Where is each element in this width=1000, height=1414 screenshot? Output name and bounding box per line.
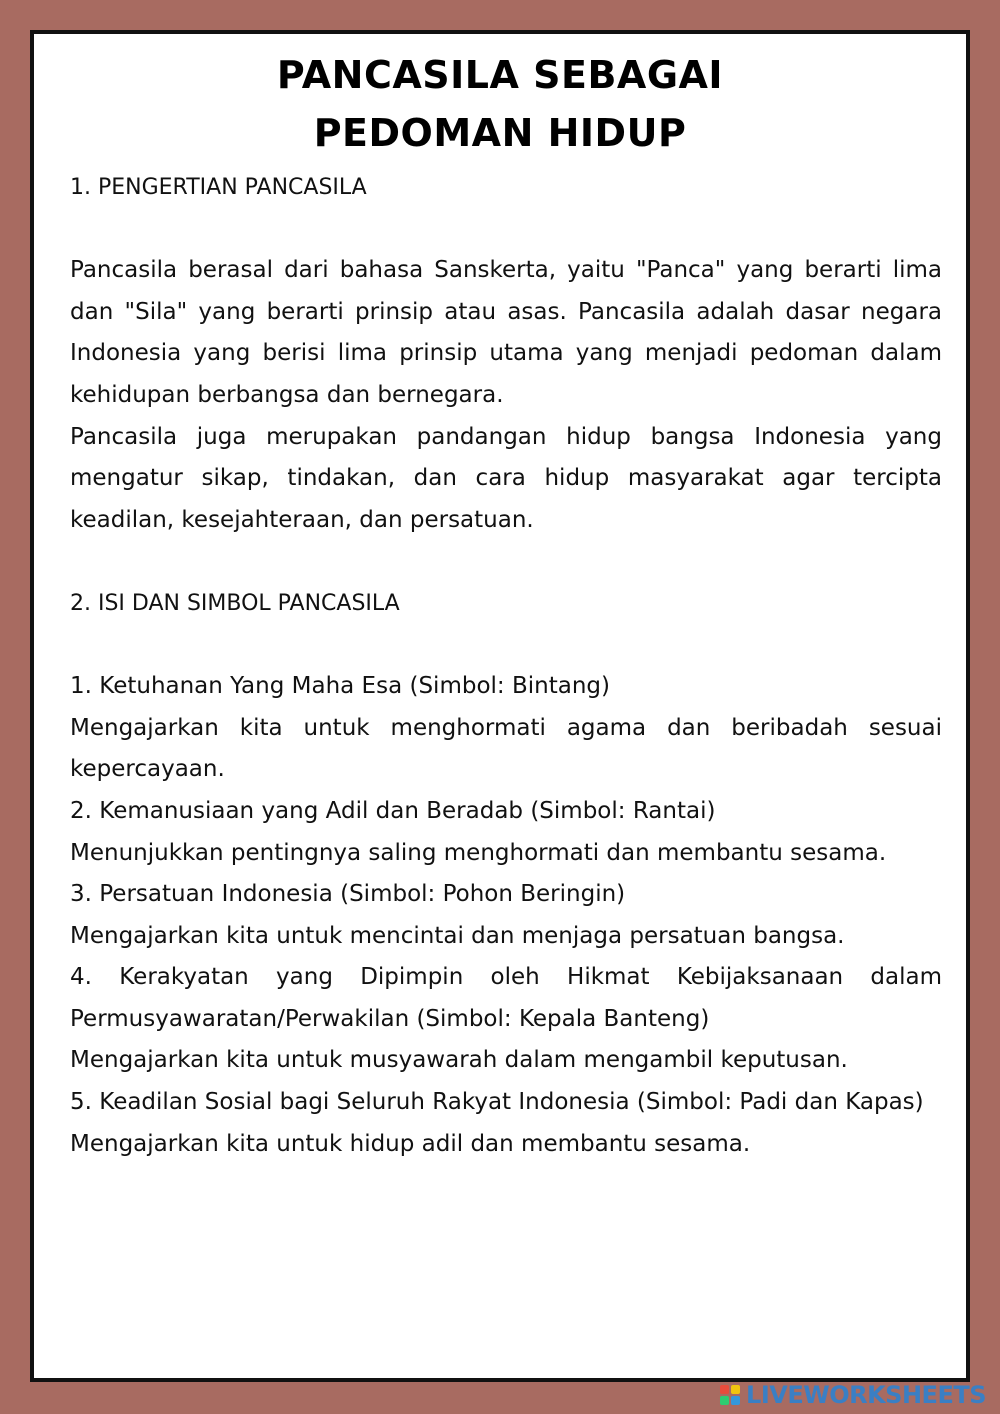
section-1-heading: 1. PENGERTIAN PANCASILA [70,175,367,200]
section-2-heading: 2. ISI DAN SIMBOL PANCASILA [70,590,400,616]
spacer [70,625,942,667]
sila-4-title: 4. Kerakyatan yang Dipimpin oleh Hikmat Kebijaksanaan dalam Permusyawaratan/Perwakilan (Simbol: Kepala Banteng) [70,964,942,1032]
sila-3-description: Mengajarkan kita untuk mencintai dan menjaga persatuan bangsa. [70,922,845,949]
liveworksheets-watermark [720,1380,986,1410]
sila-5-description: Mengajarkan kita untuk hidup adil dan membantu sesama. [70,1130,751,1157]
spacer [70,541,942,583]
sila-3-title: 3. Persatuan Indonesia (Simbol: Pohon Beringin) [70,881,626,908]
section-1-paragraph-2: Pancasila juga merupakan pandangan hidup bangsa Indonesia yang mengatur sikap, tindakan, dan cara hidup masyarakat agar tercipta keadilan, kesejahteraan, dan persatuan. [70,423,942,533]
liveworksheets-logo-icon [720,1385,740,1405]
sila-2-title: 2. Kemanusiaan yang Adil dan Beradab (Simbol: Rantai) [70,797,716,824]
worksheet-content [70,167,942,1165]
logo-square-blue [731,1396,740,1405]
sila-4-description: Mengajarkan kita untuk musyawarah dalam mengambil keputusan. [70,1047,848,1074]
sila-5-title: 5. Keadilan Sosial bagi Seluruh Rakyat Indonesia (Simbol: Padi dan Kapas) [70,1089,924,1116]
spacer [70,209,942,251]
title-line-2: PEDOMAN HIDUP [313,111,687,155]
sila-2-description: Menunjukkan pentingnya saling menghormati dan membantu sesama. [70,839,887,866]
sila-1-description: Mengajarkan kita untuk menghormati agama dan beribadah sesuai kepercayaan. [70,714,942,783]
sila-1-title: 1. Ketuhanan Yang Maha Esa (Simbol: Bintang) [70,673,610,700]
logo-square-yellow [731,1385,740,1394]
worksheet-page [30,30,970,1382]
page-title [34,46,966,162]
logo-square-red [720,1385,729,1394]
title-line-1: PANCASILA SEBAGAI [276,53,724,97]
section-1-paragraph-1: Pancasila berasal dari bahasa Sanskerta, yaitu "Panca" yang berarti lima dan "Sila" yang berarti prinsip atau asas. Pancasila adalah dasar negara Indonesia yang berisi lima prinsip utama yang menjadi pedoman dalam kehidupan berbangsa dan bernegara. [70,257,942,408]
watermark-text: LIVEWORKSHEETS [746,1381,986,1409]
logo-square-green [720,1396,729,1405]
